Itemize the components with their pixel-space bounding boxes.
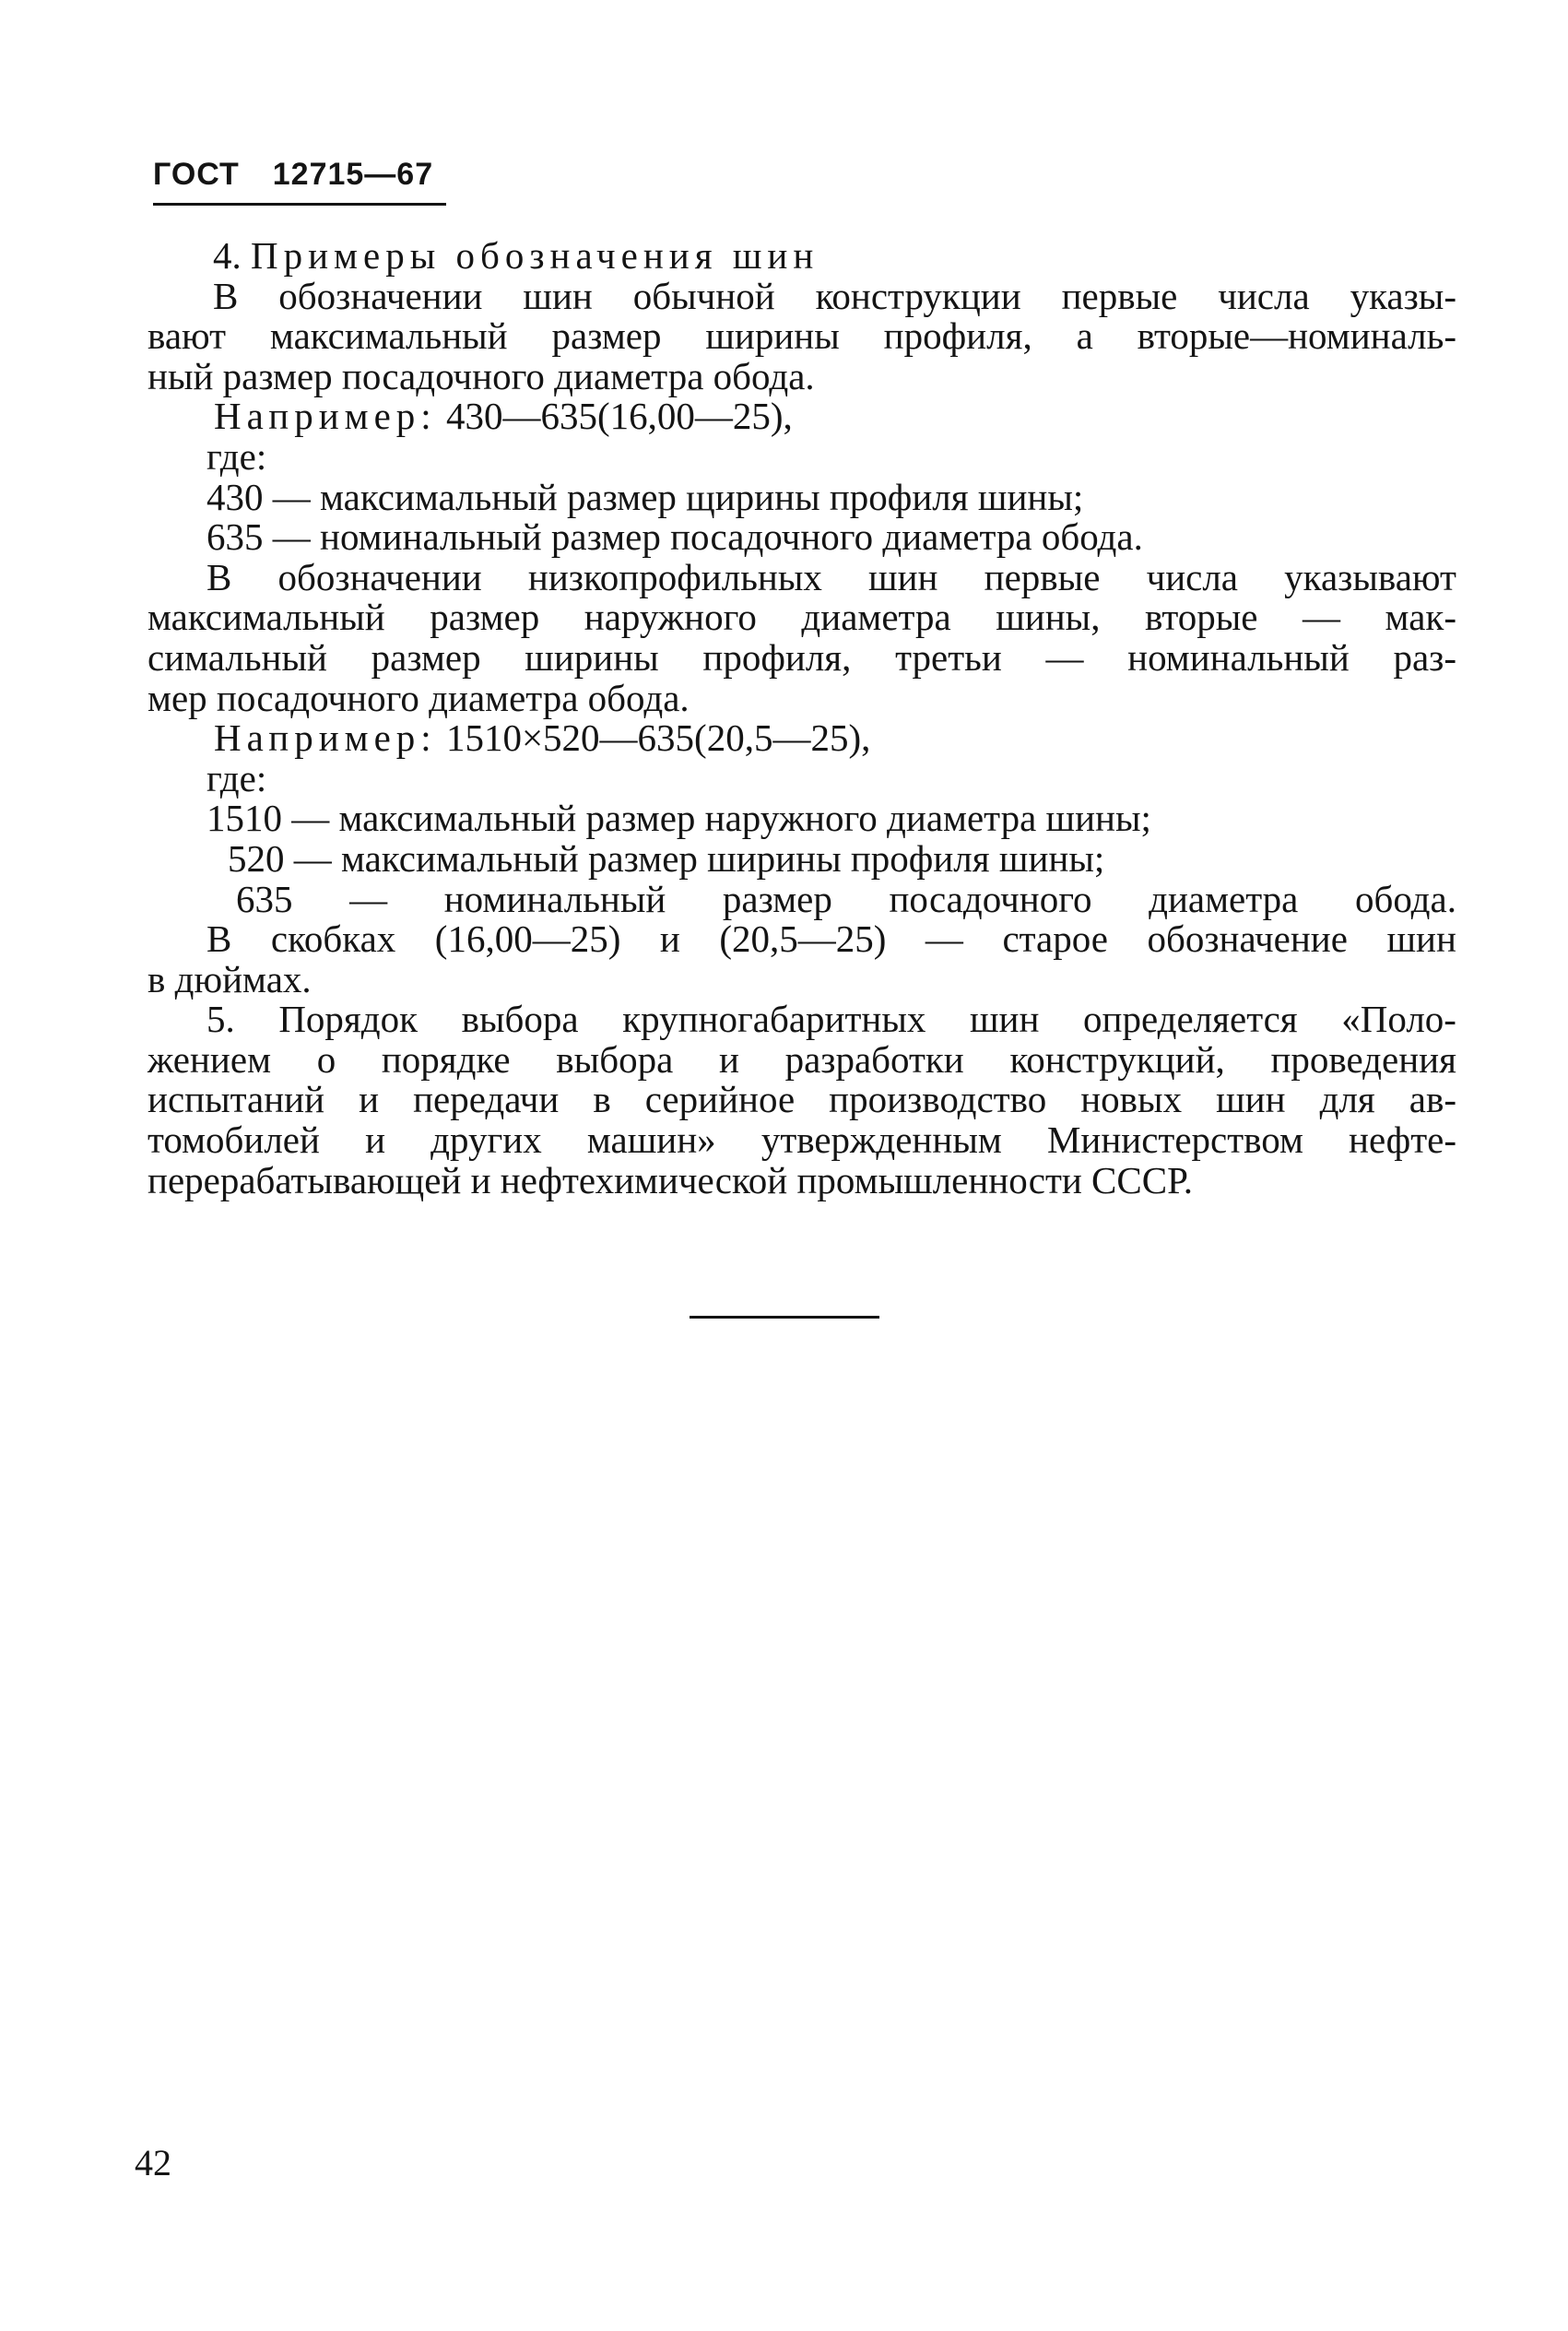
document-header [153, 157, 448, 193]
paragraph-line: ный размер посадочного диаметра обода. [147, 354, 815, 397]
note-line: В скобках (16,00—25) и (20,5—25) — старое обозначение шин [206, 917, 1456, 961]
paragraph-line: вают максимальный размер ширины профиля, а вторые—номиналь- [147, 314, 1456, 358]
section-4-number: 4. [213, 234, 242, 277]
example-2 [147, 718, 1456, 759]
example-item: 520 — максимальный размер ширины профиля шины; [228, 836, 1105, 880]
section-5-line: жением о порядке выбора и разработки конструкций, проведения [147, 1037, 1456, 1081]
section-5-line: томобилей и других машин» утвержденным Министерством нефте- [147, 1118, 1456, 1162]
header-underline [153, 203, 446, 206]
where-label: где: [206, 434, 267, 478]
page-number: 42 [135, 2142, 171, 2183]
section-4-heading [147, 236, 1456, 277]
example-item: 635 — номинальный размер посадочного диаметра обода. [206, 515, 1143, 559]
paragraph-line: В обозначении шин обычной конструкции первые числа указы- [213, 274, 1456, 317]
section-5-line: испытаний и передачи в серийное производство новых шин для ав- [147, 1078, 1456, 1121]
section-5-line: перерабатывающей и нефтехимической промышленности СССР. [147, 1158, 1194, 1201]
example-value: 430—635(16,00—25), [445, 395, 793, 438]
example-item: 635 — номинальный размер посадочного диаметра обода. [236, 877, 1456, 920]
paragraph-line: мер посадочного диаметра обода. [147, 676, 690, 719]
end-of-text-rule [690, 1316, 879, 1319]
example-1 [147, 396, 1456, 437]
example-item: 430 — максимальный размер щирины профиля шины; [206, 475, 1084, 518]
header-line [153, 157, 448, 193]
paragraph-line: симальный размер ширины профиля, третьи — номинальный раз- [147, 635, 1456, 679]
note-line: в дюймах. [147, 957, 312, 1000]
paragraph-line: максимальный размер наружного диаметра шины, вторые — мак- [147, 596, 1456, 639]
example-label: Например: [214, 716, 437, 760]
section-5-line: 5. Порядок выбора крупногабаритных шин определяется «Поло- [206, 998, 1456, 1041]
standard-number: 12715—67 [272, 157, 434, 192]
example-value: 1510×520—635(20,5—25), [445, 716, 871, 760]
paragraph-line: В обозначении низкопрофильных шин первые числа указывают [206, 555, 1456, 598]
where-label: где: [206, 756, 267, 799]
example-label: Например: [214, 395, 437, 438]
gost-label: ГОСТ [153, 157, 240, 192]
example-item: 1510 — максимальный размер наружного диаметра шины; [206, 797, 1151, 840]
section-4-title: Примеры обозначения шин [251, 234, 819, 277]
document-body [147, 236, 1456, 1201]
